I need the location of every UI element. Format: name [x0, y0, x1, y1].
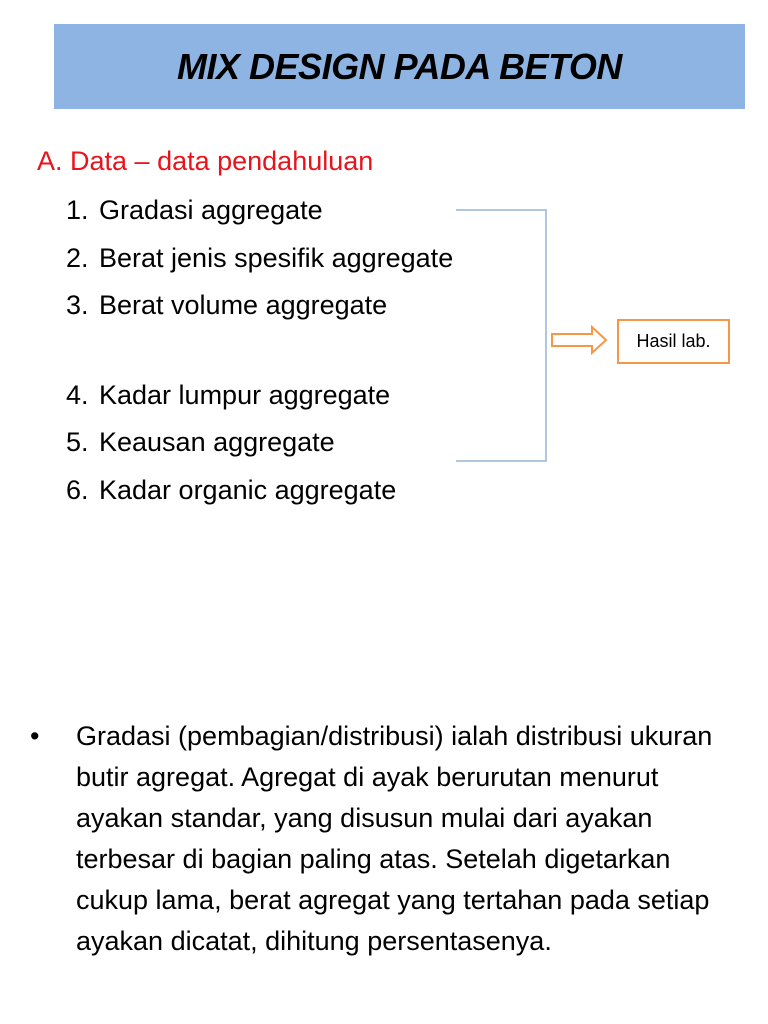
list-item-text: Keausan aggregate	[99, 427, 335, 457]
slide-title: MIX DESIGN PADA BETON	[177, 45, 622, 87]
list-item-number: 5.	[66, 427, 89, 457]
list-item-number: 1.	[66, 195, 89, 225]
bullet-icon: •	[30, 721, 40, 751]
hasil-lab-box	[617, 319, 730, 364]
list-item-number: 4.	[66, 380, 89, 410]
list-item-text: Gradasi aggregate	[99, 195, 323, 225]
list-item-number: 6.	[66, 475, 89, 505]
right-arrow-icon	[552, 327, 606, 353]
hasil-lab-label: Hasil lab.	[636, 331, 711, 351]
bullet-text: Gradasi (pembagian/distribusi) ialah distribusi ukuran butir agregat. Agregat di ayak berurutan menurut ayakan standar, yang disusun mulai dari ayakan terbesar di bagian paling atas. Setelah digetarkan cukup lama, berat agregat yang tertahan pada setiap ayakan dicatat, dihitung persentasenya.	[76, 721, 713, 956]
list-item-number: 3.	[66, 290, 89, 320]
right-bracket	[456, 210, 546, 461]
bullet-paragraph	[30, 716, 730, 962]
section-heading: A. Data – data pendahuluan	[37, 146, 374, 176]
list-item-text: Kadar organic aggregate	[99, 475, 397, 505]
list-item-text: Berat jenis spesifik aggregate	[99, 243, 454, 273]
list-item-number: 2.	[66, 243, 89, 273]
list-item-text: Berat volume aggregate	[99, 290, 388, 320]
list-item-text: Kadar lumpur aggregate	[99, 380, 391, 410]
